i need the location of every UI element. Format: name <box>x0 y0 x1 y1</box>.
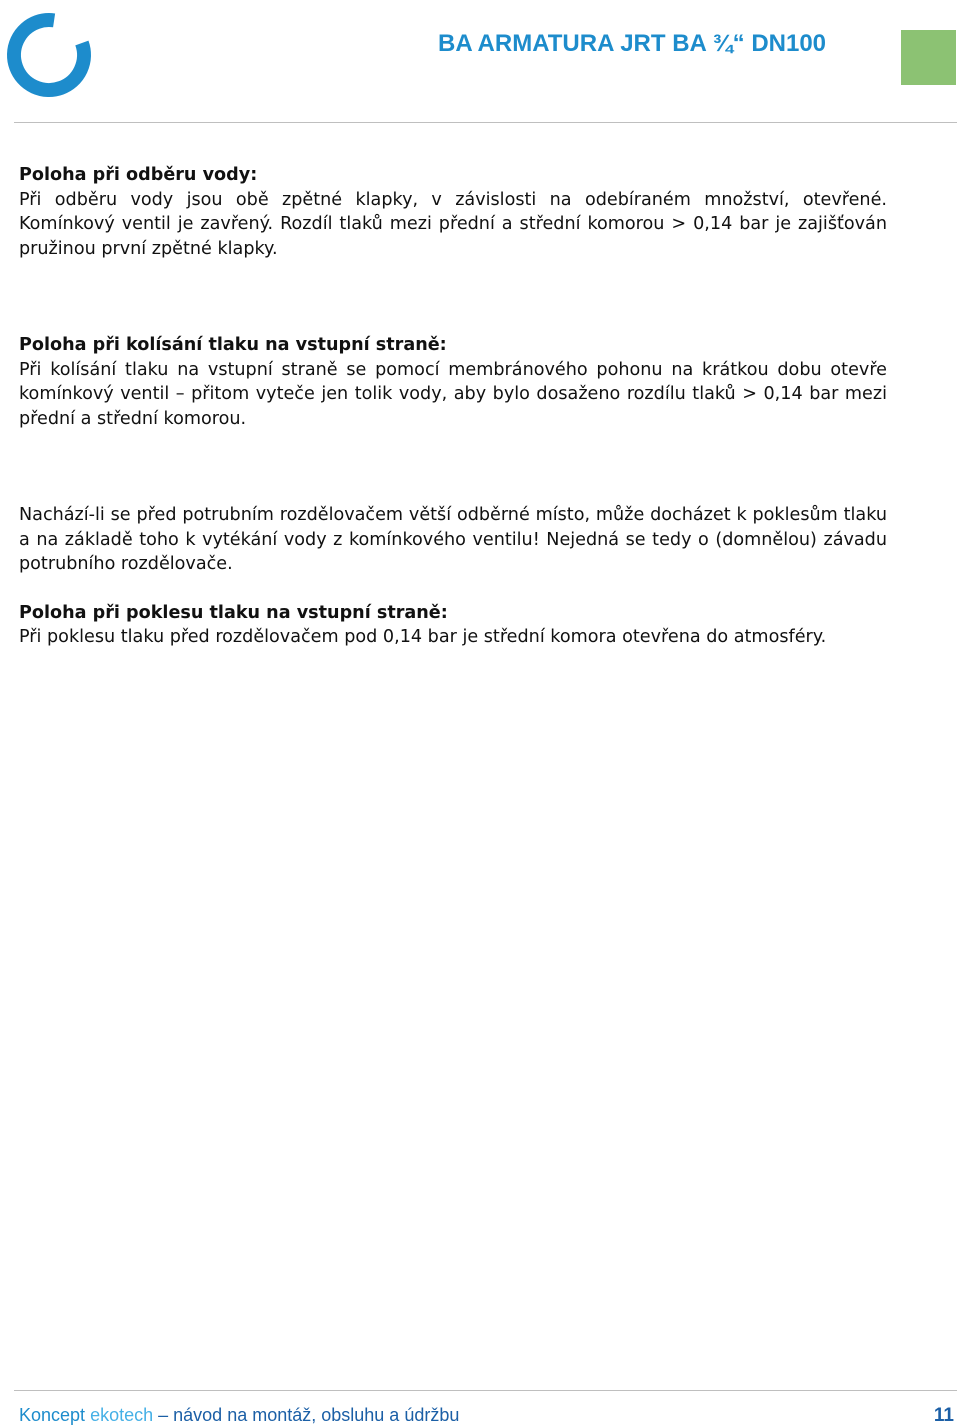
section-paragraph: Při odběru vody jsou obě zpětné klapky, v závislosti na odebíraném množství, otevřené. Komínkový ventil je zavřený. Rozdíl tlaků mezi přední a střední komorou > 0,14 bar je zajišťován pružinou první zpětné klapky. <box>19 189 887 259</box>
document-title: BA ARMATURA JRT BA ¾“ DN100 <box>438 30 827 57</box>
section-paragraph: Nachází-li se před potrubním rozdělovačem větší odběrné místo, může docházet k poklesům tlaku a na základě toho k vytékání vody z komínkového ventilu! Nejedná se tedy o (domnělou) závadu potrubního rozdělovače. <box>19 505 887 574</box>
section-heading: Poloha při kolísání tlaku na vstupní straně: <box>19 335 447 355</box>
header-accent-square <box>901 30 956 85</box>
header-divider <box>14 122 957 123</box>
section-heading: Poloha při poklesu tlaku na vstupní straně: <box>19 602 448 623</box>
section-pressure-fluctuation <box>19 333 887 431</box>
section-paragraph: Při kolísání tlaku na vstupní straně se pomocí membránového pohonu na krátkou dobu otevře komínkový ventil – přitom vyteče jen tolik vody, aby bylo dosaženo rozdílu tlaků > 0,14 bar mezi přední a střední komorou. <box>19 359 887 429</box>
document-body <box>19 163 887 650</box>
c-ring-logo-icon <box>4 4 94 102</box>
section-heading: Poloha při odběru vody: <box>19 165 258 185</box>
page-number: 11 <box>933 1405 954 1426</box>
section-water-draw <box>19 163 887 261</box>
footer-text <box>19 1405 459 1426</box>
section-note <box>19 503 887 577</box>
section-pressure-drop <box>19 601 887 650</box>
footer-divider <box>14 1390 957 1391</box>
footer-subtitle: – návod na montáž, obsluhu a údržbu <box>158 1405 460 1425</box>
section-paragraph: Při poklesu tlaku před rozdělovačem pod 0,14 bar je střední komora otevřena do atmosféry. <box>19 627 827 647</box>
footer-ekotech: ekotech <box>90 1405 154 1425</box>
footer-concept: Koncept <box>19 1405 86 1425</box>
